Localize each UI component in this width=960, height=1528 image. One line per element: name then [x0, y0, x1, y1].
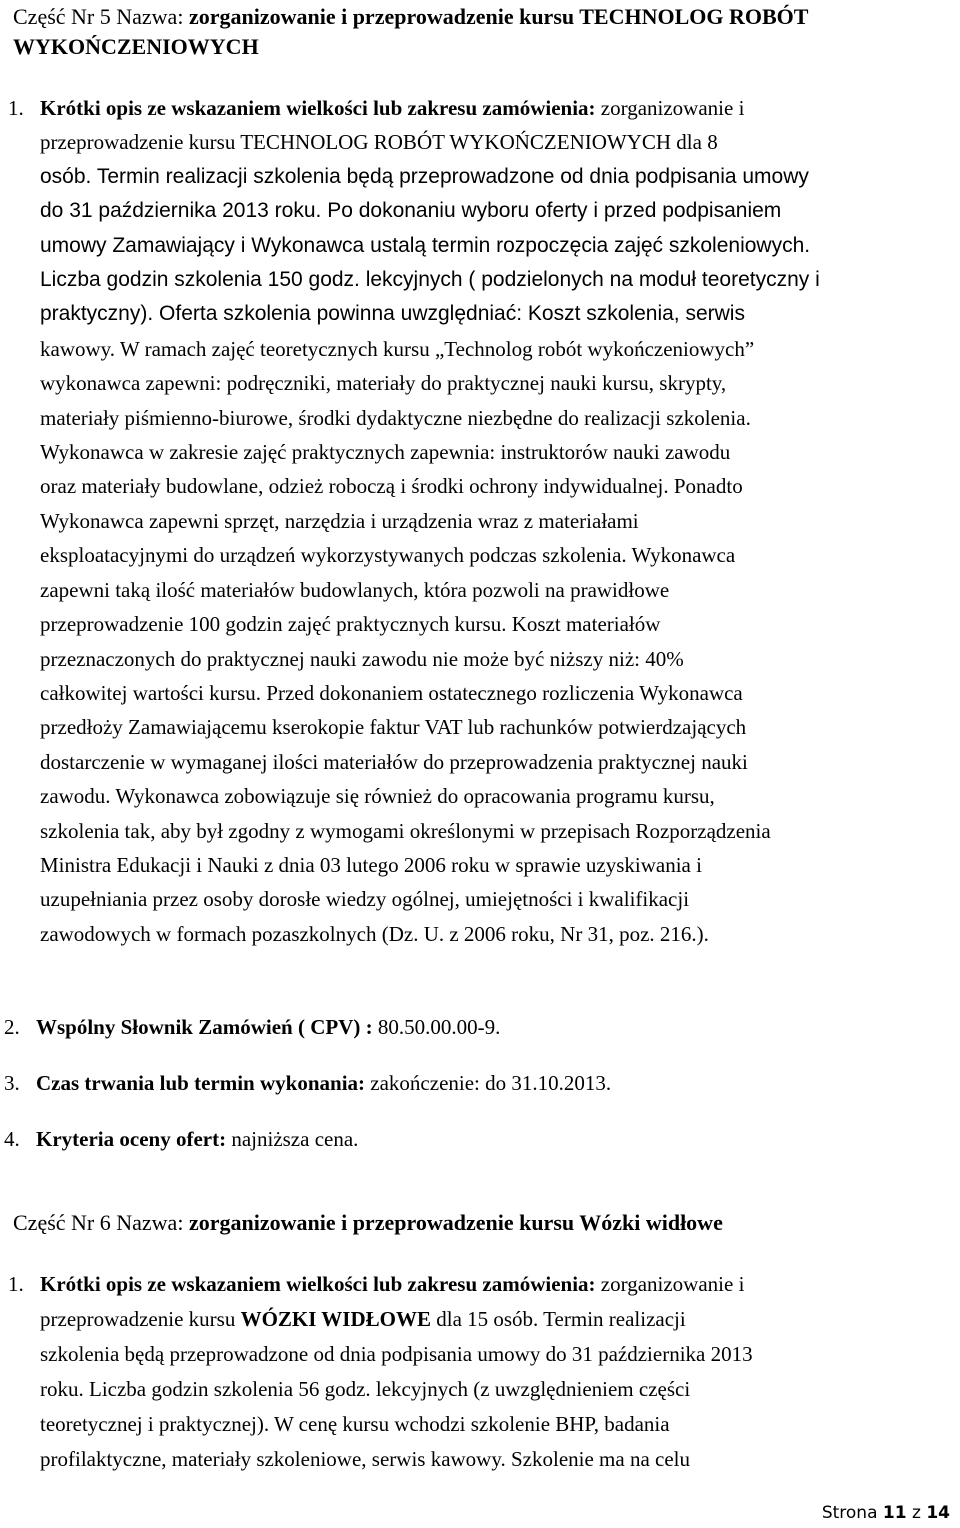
- text-line: Liczba godzin szkolenia 150 godz. lekcyjnych ( podzielonych na moduł teoretyczny i: [40, 268, 820, 292]
- item-label: Krótki opis ze wskazaniem wielkości lub zakresu zamówienia:: [40, 96, 596, 120]
- section6-item1: [4, 1267, 955, 1477]
- criteria-value: najniższa cena.: [231, 1127, 359, 1151]
- text-line: do 31 października 2013 roku. Po dokonaniu wyboru oferty i przed podpisaniem: [40, 199, 782, 223]
- text-line: zorganizowanie i: [600, 1272, 745, 1296]
- section5-item1: [4, 91, 955, 951]
- text-line: roku. Liczba godzin szkolenia 56 godz. lekcyjnych (z uwzględnieniem części: [40, 1377, 691, 1401]
- section5-item3: [0, 1068, 951, 1098]
- text-line: zorganizowanie i: [600, 96, 745, 120]
- deadline-value: zakończenie: do 31.10.2013.: [370, 1071, 612, 1095]
- item-number: 4.: [4, 1127, 20, 1151]
- section5-item4: [0, 1124, 951, 1154]
- text-line: Ministra Edukacji i Nauki z dnia 03 lutego 2006 roku w sprawie uzyskiwania i: [40, 852, 702, 877]
- text-line: profilaktyczne, materiały szkoleniowe, serwis kawowy. Szkolenie ma na celu: [40, 1447, 690, 1471]
- text-line: dostarczenie w wymaganej ilości materiałów do przeprowadzenia praktycznej nauki: [40, 749, 748, 774]
- section6-item1-text: [40, 1267, 955, 1477]
- text-line: Wykonawca w zakresie zajęć praktycznych zapewnia: instruktorów nauki zawodu: [40, 440, 731, 465]
- text-line: oraz materiały budowlane, odzież roboczą i środki ochrony indywidualnej. Ponadto: [40, 474, 743, 499]
- item-label: Kryteria oceny ofert:: [36, 1127, 227, 1151]
- current-page: 11: [882, 1503, 907, 1523]
- text-line: przeznaczonych do praktycznej nauki zawodu nie może być niższy niż: 40%: [40, 646, 684, 671]
- item-label: Wspólny Słownik Zamówień ( CPV) :: [36, 1015, 373, 1039]
- text-line: przedłoży Zamawiającemu kserokopie faktur VAT lub rachunków potwierdzających: [40, 715, 747, 740]
- item-label: Krótki opis ze wskazaniem wielkości lub zakresu zamówienia:: [40, 1272, 596, 1296]
- text-line: praktyczny). Oferta szkolenia powinna uwzględniać: Koszt szkolenia, serwis: [40, 302, 745, 326]
- section5-heading: [13, 2, 953, 62]
- text-line: Wykonawca zapewni sprzęt, narzędzia i urządzenia wraz z materiałami: [40, 508, 639, 533]
- section5-item2: [0, 1012, 951, 1042]
- cpv-code: 80.50.00.00-9.: [377, 1015, 501, 1039]
- total-pages: 14: [926, 1503, 950, 1523]
- text-line: osób. Termin realizacji szkolenia będą przeprowadzone od dnia podpisania umowy: [40, 164, 809, 188]
- item-number: 3.: [4, 1071, 20, 1095]
- text-line: całkowitej wartości kursu. Przed dokonaniem ostatecznego rozliczenia Wykonawca: [40, 680, 743, 705]
- text-line: dla 15 osób. Termin realizacji: [436, 1307, 686, 1331]
- text-line: umowy Zamawiający i Wykonawca ustalą termin rozpoczęcia zajęć szkoleniowych.: [40, 233, 811, 257]
- text-line: materiały piśmienno-biurowe, środki dydaktyczne niezbędne do realizacji szkolenia.: [40, 405, 751, 430]
- item-label: Czas trwania lub termin wykonania:: [36, 1071, 366, 1095]
- section5-heading-title: zorganizowanie i przeprowadzenie kursu TECHNOLOG ROBÓT: [188, 4, 809, 29]
- text-line: zapewni taką ilość materiałów budowlanych, która pozwoli na prawidłowe: [40, 577, 670, 602]
- text-line: eksploatacyjnymi do urządzeń wykorzystywanych podczas szkolenia. Wykonawca: [40, 543, 736, 568]
- item-number: 2.: [4, 1015, 20, 1039]
- text-line: zawodowych w formach pozaszkolnych (Dz. U. z 2006 roku, Nr 31, poz. 216.).: [40, 921, 709, 946]
- text-line: teoretycznej i praktycznej). W cenę kursu wchodzi szkolenie BHP, badania: [40, 1412, 670, 1436]
- item-number: 1.: [8, 1272, 24, 1296]
- item-number: 1.: [8, 96, 24, 120]
- text-line: przeprowadzenie 100 godzin zajęć praktycznych kursu. Koszt materiałów: [40, 612, 661, 637]
- section6-heading-prefix: Część Nr 6 Nazwa:: [13, 1210, 184, 1235]
- text-line: uzupełniania przez osoby dorosłe wiedzy ogólnej, umiejętności i kwalifikacji: [40, 887, 690, 912]
- section5-item1-text: [40, 91, 955, 951]
- page-number: [822, 1503, 950, 1523]
- text-line: przeprowadzenie kursu: [40, 1307, 236, 1331]
- section6-heading-title: zorganizowanie i przeprowadzenie kursu Wózki widłowe: [188, 1210, 723, 1235]
- section5-heading-prefix: Część Nr 5 Nazwa:: [13, 4, 184, 29]
- text-line: szkolenia będą przeprowadzone od dnia podpisania umowy do 31 października 2013: [40, 1342, 753, 1366]
- page-label: Strona: [821, 1503, 878, 1523]
- section5-heading-title-cont: WYKOŃCZENIOWYCH: [13, 34, 259, 59]
- text-line: wykonawca zapewni: podręczniki, materiały do praktycznej nauki kursu, skrypty,: [40, 371, 727, 396]
- text-line: zawodu. Wykonawca zobowiązuje się również do opracowania programu kursu,: [40, 784, 715, 809]
- text-line: przeprowadzenie kursu TECHNOLOG ROBÓT WYKOŃCZENIOWYCH dla 8: [40, 130, 718, 155]
- section6-heading: [13, 1208, 723, 1238]
- page-of: z: [911, 1503, 921, 1523]
- text-line: szkolenia tak, aby był zgodny z wymogami określonymi w przepisach Rozporządzenia: [40, 818, 771, 843]
- course-name: WÓZKI WIDŁOWE: [240, 1307, 431, 1331]
- text-line: kawowy. W ramach zajęć teoretycznych kursu „Technolog robót wykończeniowych”: [40, 336, 755, 361]
